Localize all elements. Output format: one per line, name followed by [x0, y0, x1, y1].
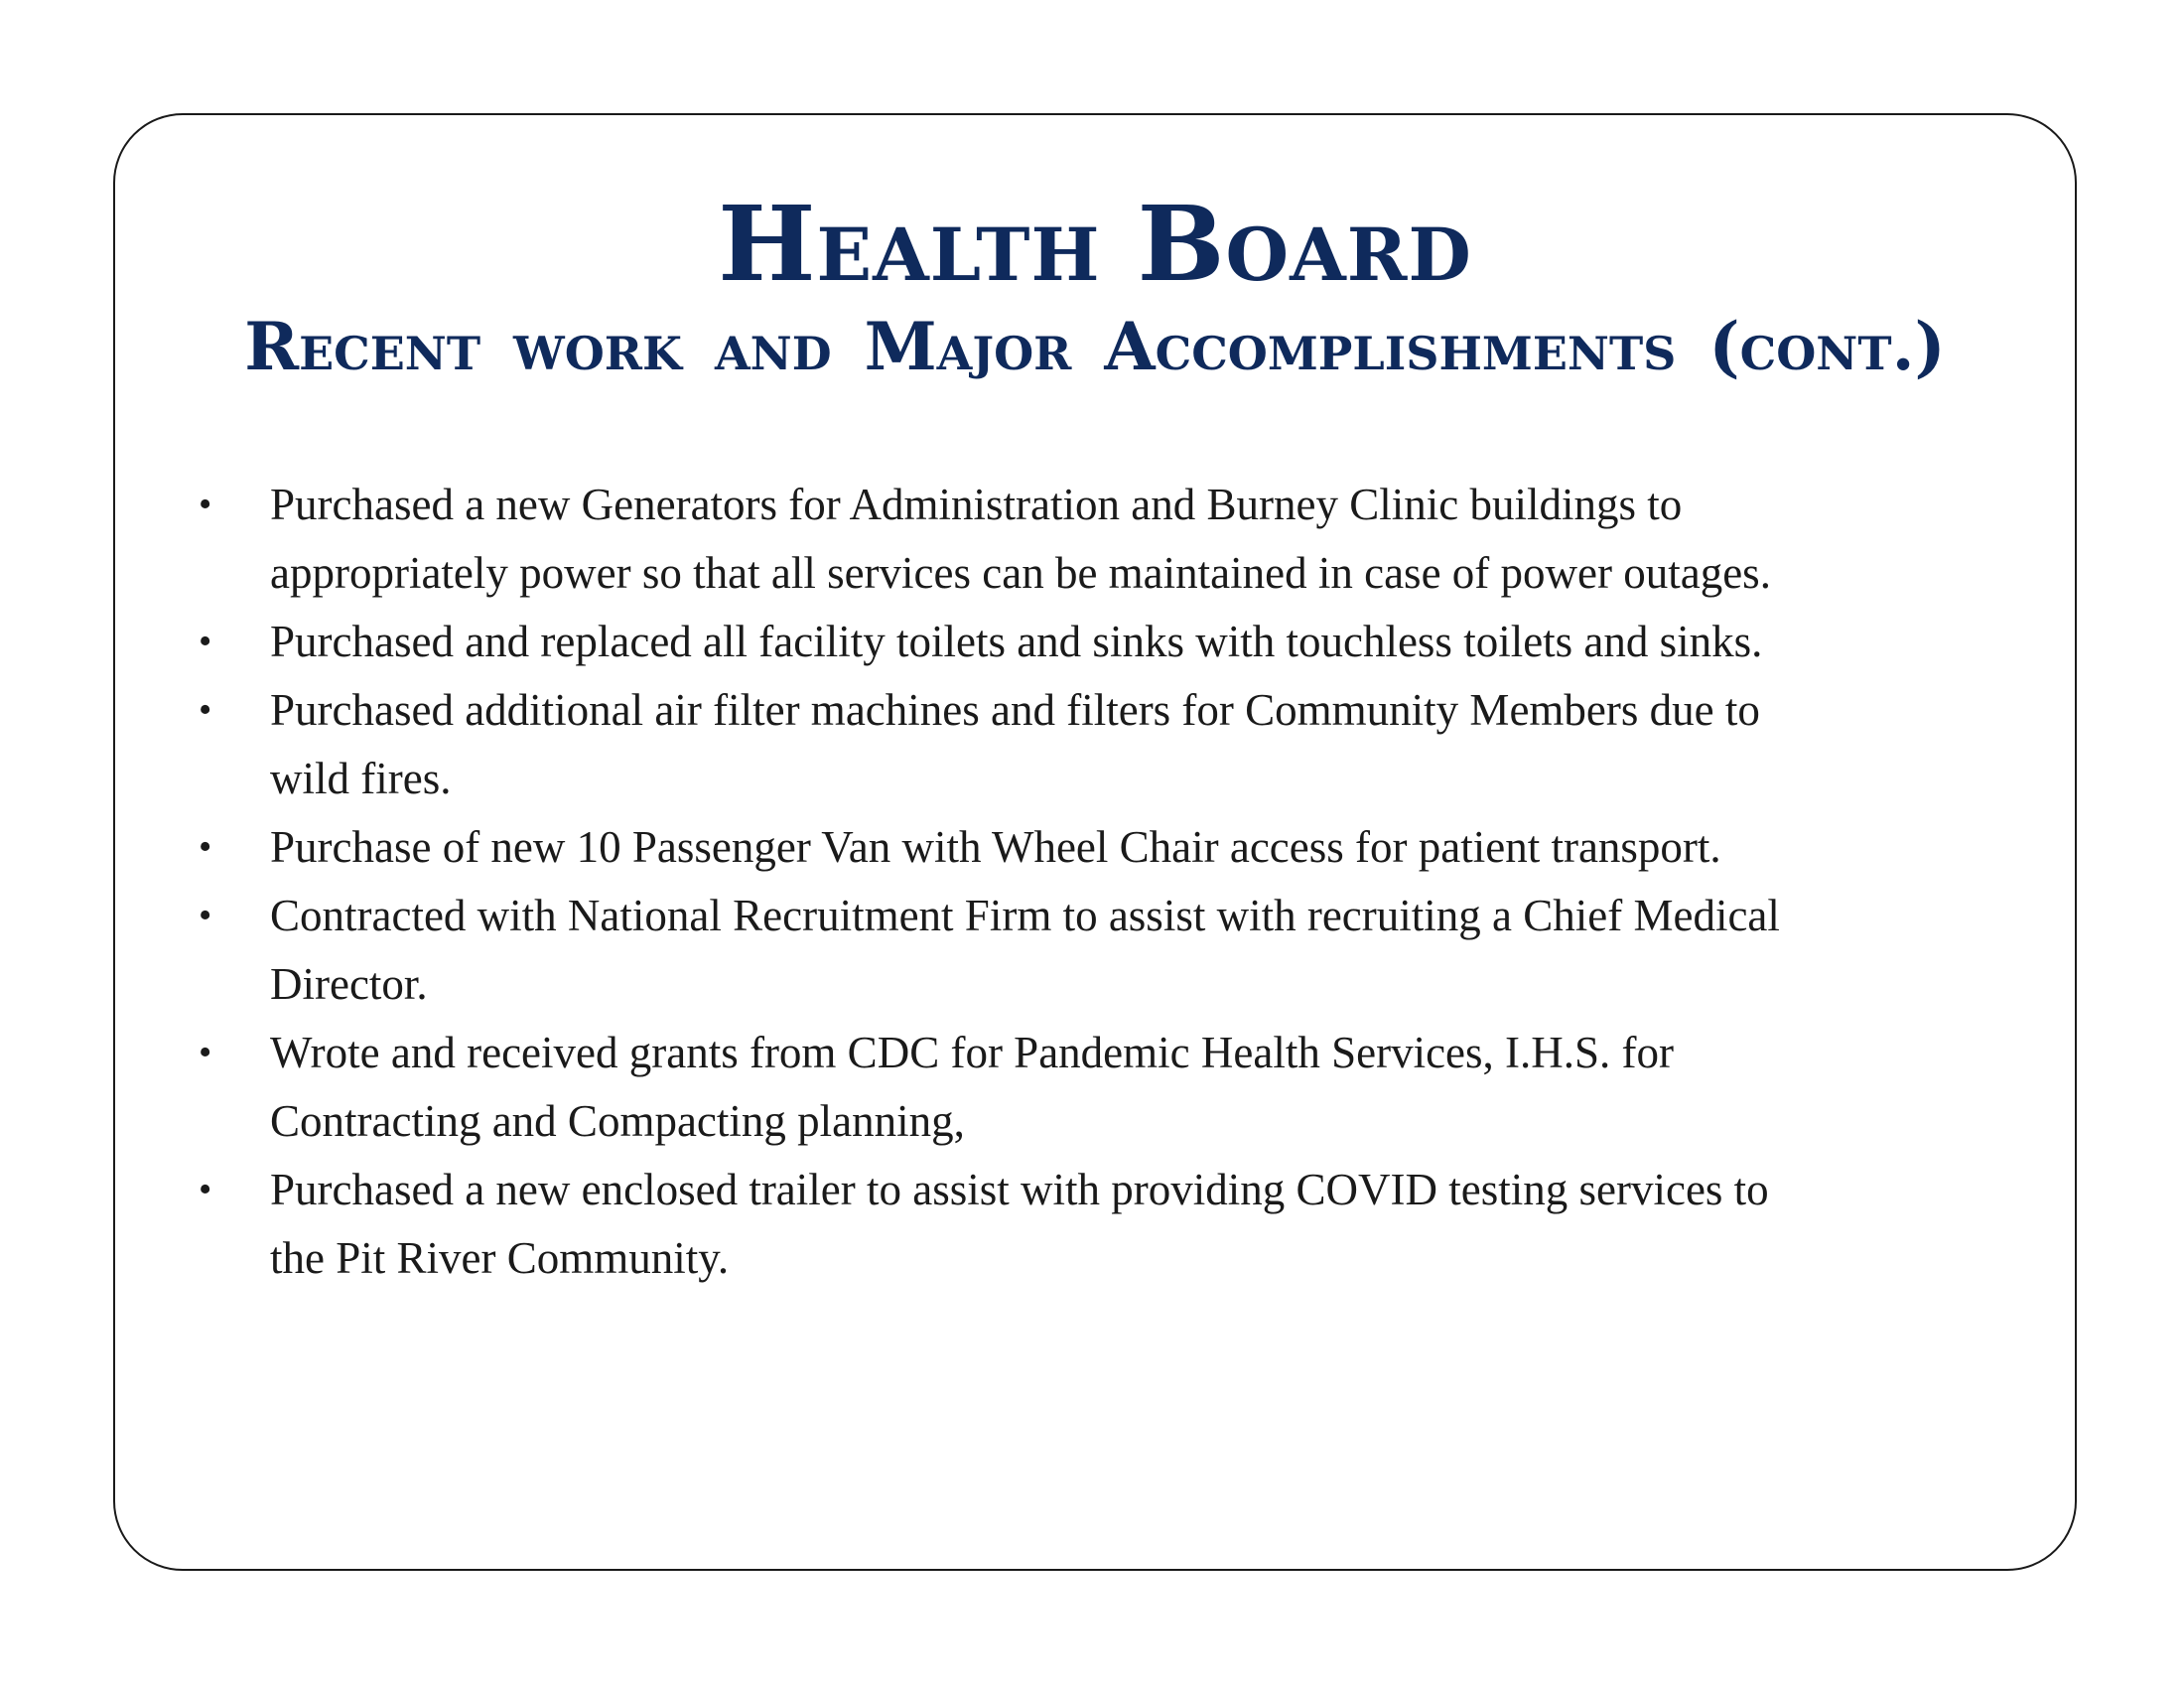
bullet-icon: • — [199, 895, 212, 936]
content-card — [113, 113, 2077, 1571]
list-item — [195, 608, 2081, 676]
accomplishments-list — [195, 471, 2081, 1293]
list-item-text: Purchased additional air filter machines and filters for Community Members due to wild fires. — [270, 685, 1760, 803]
page-title: Health Board — [718, 183, 1472, 305]
list-item — [195, 1156, 2081, 1293]
bullet-icon: • — [199, 484, 212, 525]
list-item-text: Purchased a new Generators for Administration and Burney Clinic buildings to appropriately power so that all services can be maintained in case of power outages. — [270, 480, 1771, 598]
list-item — [195, 1019, 2081, 1156]
bullet-icon: • — [199, 621, 212, 662]
list-item-text: Wrote and received grants from CDC for Pandemic Health Services, I.H.S. for Contracting and Compacting planning, — [270, 1028, 1675, 1146]
bullet-icon: • — [199, 826, 212, 868]
list-item — [195, 813, 2081, 882]
list-item-text: Purchase of new 10 Passenger Van with Wheel Chair access for patient transport. — [270, 822, 1721, 872]
list-item-text: Contracted with National Recruitment Firm to assist with recruiting a Chief Medical Director. — [270, 891, 1780, 1009]
list-item-text: Purchased and replaced all facility toilets and sinks with touchless toilets and sinks. — [270, 617, 1763, 666]
list-item — [195, 676, 2081, 813]
bullet-icon: • — [199, 1032, 212, 1073]
bullet-icon: • — [199, 1169, 212, 1210]
list-item — [195, 471, 2081, 608]
list-item — [195, 882, 2081, 1019]
page-subtitle: Recent work and Major Accomplishments (cont.) — [244, 308, 1946, 385]
bullet-icon: • — [199, 689, 212, 731]
list-item-text: Purchased a new enclosed trailer to assist with providing COVID testing services to the Pit River Community. — [270, 1165, 1769, 1283]
